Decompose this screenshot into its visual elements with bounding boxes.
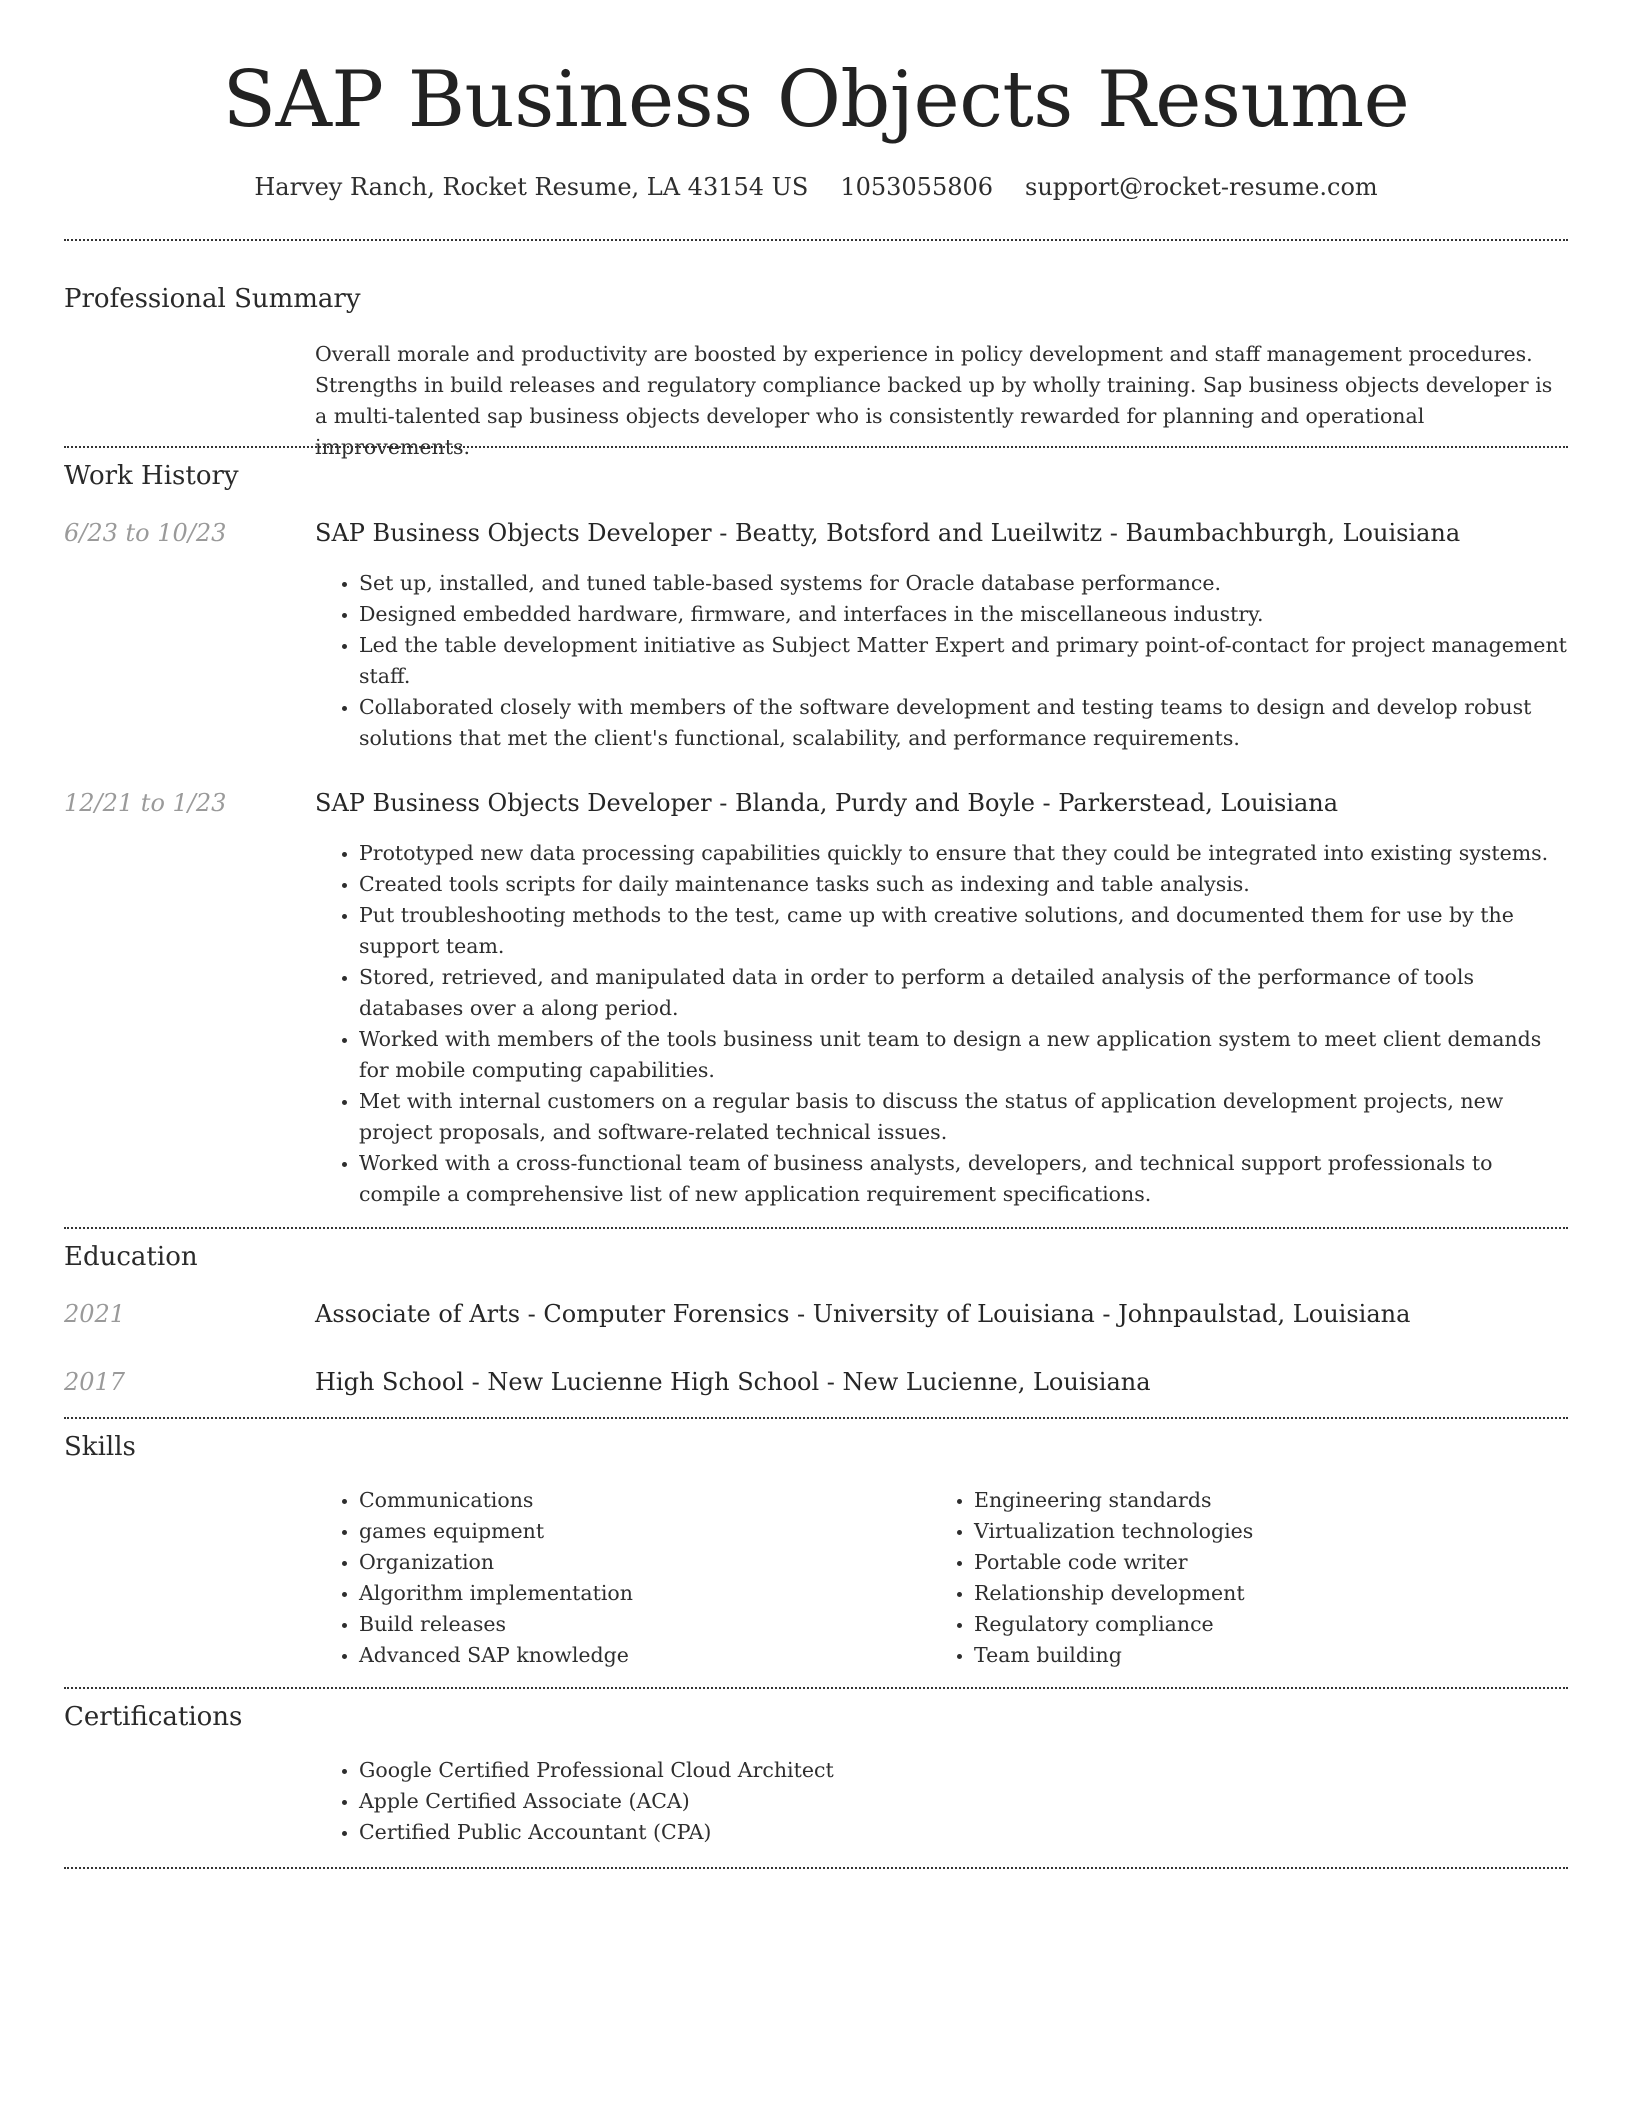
list-item: • Google Certified Professional Cloud Architect [359, 1755, 1568, 1786]
contact-address: Harvey Ranch, Rocket Resume, LA 43154 US [254, 173, 809, 201]
job-bullets [315, 838, 1568, 1210]
list-item: • Prototyped new data processing capabilities quickly to ensure that they could be integrated into existing systems. [359, 838, 1568, 869]
certifications-list [315, 1755, 1568, 1848]
list-item: • Worked with members of the tools business unit team to design a new application system to meet client demands for mobile computing capabilities. [359, 1024, 1568, 1086]
list-item: • Set up, installed, and tuned table-based systems for Oracle database performance. [359, 568, 1568, 599]
skills-heading: Skills [64, 1432, 136, 1462]
contact-email: support@rocket-resume.com [1025, 173, 1378, 201]
certifications-heading: Certifications [64, 1702, 243, 1732]
section-divider [64, 239, 1568, 241]
section-divider [64, 1687, 1568, 1689]
contact-phone: 1053055806 [840, 173, 994, 201]
summary-heading: Professional Summary [64, 284, 361, 314]
list-item: • Virtualization technologies [974, 1516, 1568, 1547]
list-item: • Engineering standards [974, 1485, 1568, 1516]
education-degree: Associate of Arts - Computer Forensics - University of Louisiana - Johnpaulstad, Louisiana [315, 1300, 1411, 1328]
job-title: SAP Business Objects Developer - Beatty, Botsford and Lueilwitz - Baumbachburgh, Louisiana [315, 519, 1461, 547]
section-divider [64, 1227, 1568, 1229]
list-item: • Algorithm implementation [359, 1578, 930, 1609]
list-item: • Certified Public Accountant (CPA) [359, 1817, 1568, 1848]
list-item: • Collaborated closely with members of the software development and testing teams to design and develop robust solutions that met the client's functional, scalability, and performance requirements. [359, 692, 1568, 754]
education-year: 2017 [64, 1368, 126, 1396]
job-dates: 12/21 to 1/23 [64, 789, 227, 817]
list-item: • Apple Certified Associate (ACA) [359, 1786, 1568, 1817]
list-item: • Communications [359, 1485, 930, 1516]
skills-list-left [315, 1485, 930, 1671]
list-item: • Relationship development [974, 1578, 1568, 1609]
section-divider [64, 1417, 1568, 1419]
job-bullets [315, 568, 1568, 754]
section-divider [64, 1867, 1568, 1869]
list-item: • Organization [359, 1547, 930, 1578]
list-item: • Created tools scripts for daily maintenance tasks such as indexing and table analysis. [359, 869, 1568, 900]
list-item: • Build releases [359, 1609, 930, 1640]
list-item: • games equipment [359, 1516, 930, 1547]
page-title: SAP Business Objects Resume [222, 55, 1410, 145]
list-item: • Designed embedded hardware, firmware, and interfaces in the miscellaneous industry. [359, 599, 1568, 630]
list-item: • Led the table development initiative as Subject Matter Expert and primary point-of-contact for project management staff. [359, 630, 1568, 692]
work-history-heading: Work History [64, 461, 239, 491]
education-heading: Education [64, 1242, 198, 1272]
education-degree: High School - New Lucienne High School - New Lucienne, Louisiana [315, 1368, 1151, 1396]
education-year: 2021 [64, 1300, 126, 1328]
section-divider [64, 446, 1568, 448]
list-item: • Put troubleshooting methods to the test, came up with creative solutions, and documented them for use by the support team. [359, 900, 1568, 962]
job-title: SAP Business Objects Developer - Blanda, Purdy and Boyle - Parkerstead, Louisiana [315, 789, 1339, 817]
list-item: • Regulatory compliance [974, 1609, 1568, 1640]
list-item: • Stored, retrieved, and manipulated data in order to perform a detailed analysis of the performance of tools databases over a along period. [359, 962, 1568, 1024]
list-item: • Team building [974, 1640, 1568, 1671]
skills-list-right [930, 1485, 1568, 1671]
list-item: • Advanced SAP knowledge [359, 1640, 930, 1671]
summary-text: Overall morale and productivity are boosted by experience in policy development and staff management procedures. Strengths in build releases and regulatory compliance backed up by wholly training. Sap business objects developer is a multi-talented sap business objects developer who is consistently rewarded for planning and operational improvements. [315, 342, 1553, 459]
list-item: • Worked with a cross-functional team of business analysts, developers, and technical support professionals to compile a comprehensive list of new application requirement specifications. [359, 1148, 1568, 1210]
contact-line [64, 170, 1568, 204]
list-item: • Met with internal customers on a regular basis to discuss the status of application development projects, new project proposals, and software-related technical issues. [359, 1086, 1568, 1148]
list-item: • Portable code writer [974, 1547, 1568, 1578]
job-dates: 6/23 to 10/23 [64, 519, 227, 547]
